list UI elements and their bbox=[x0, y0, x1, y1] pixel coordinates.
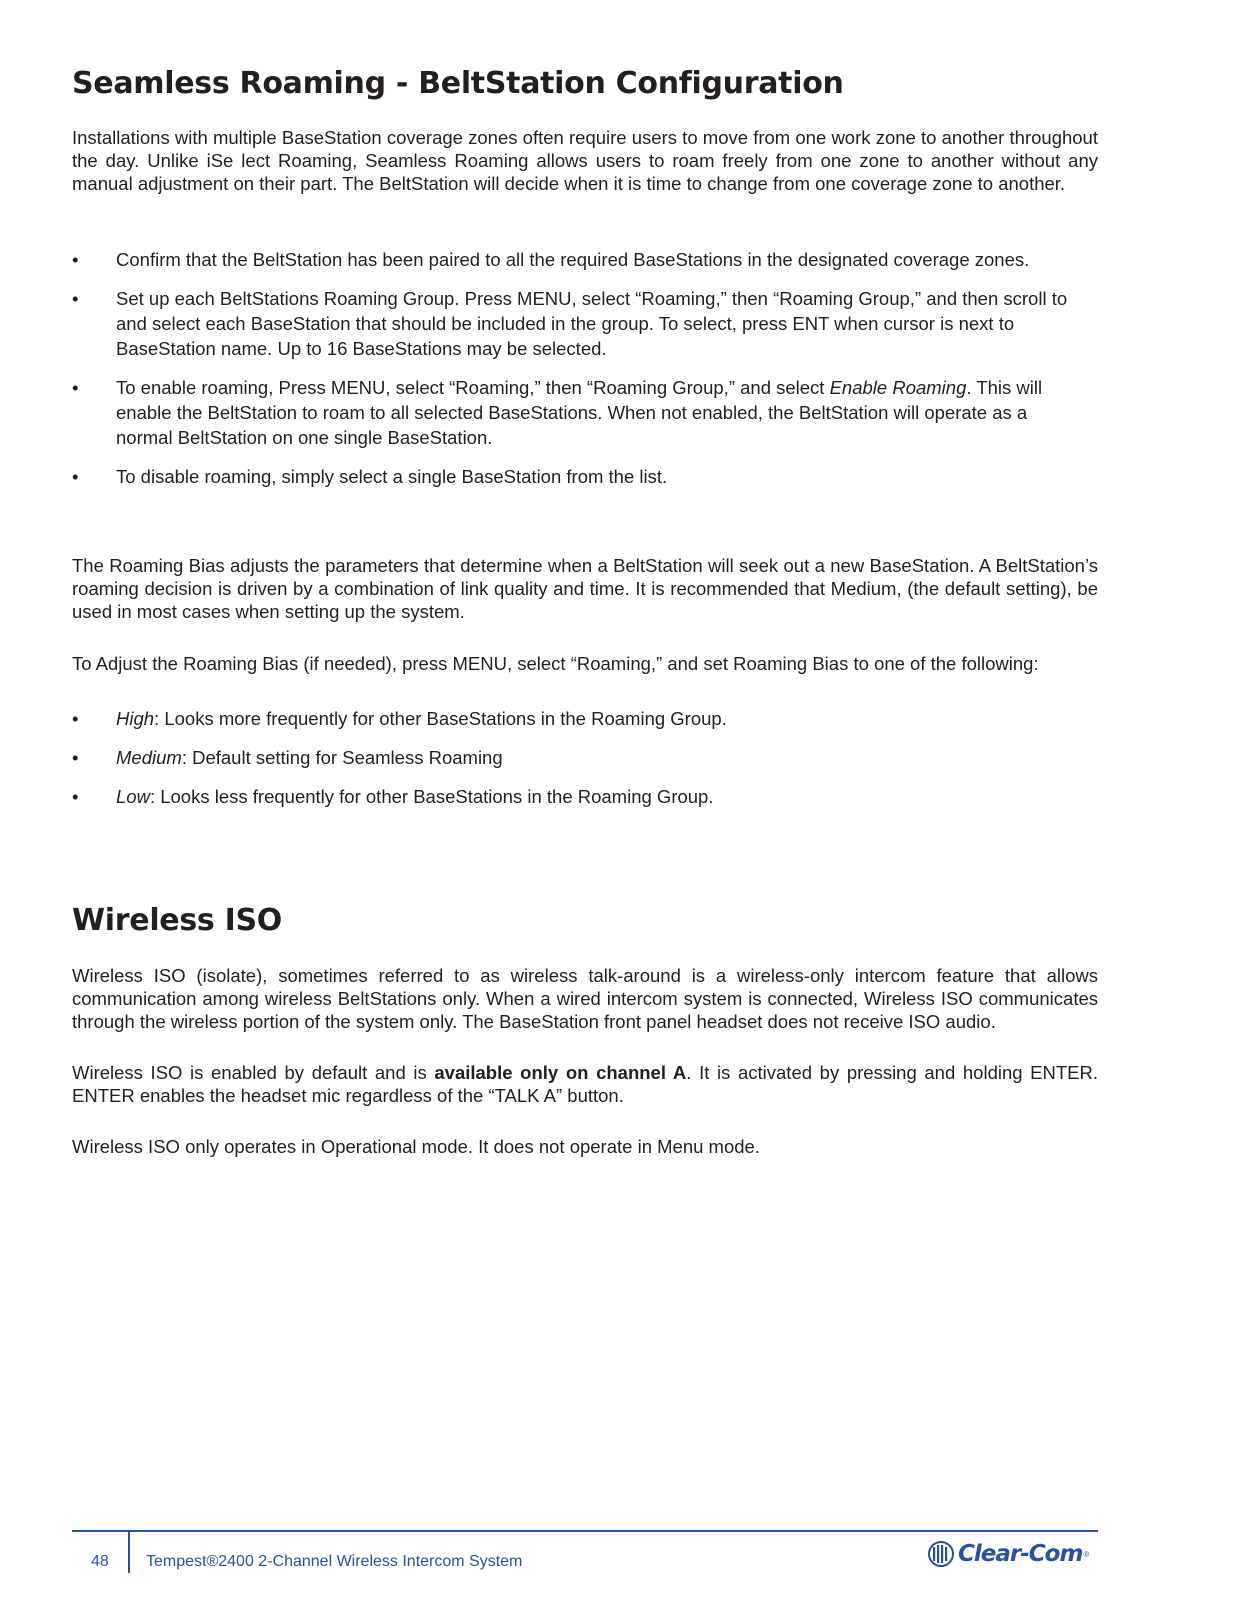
adjust-bias-paragraph: To Adjust the Roaming Bias (if needed), press MENU, select “Roaming,” and set Roaming Bias to one of the following: bbox=[72, 653, 1039, 674]
wireless-iso-paragraph: Wireless ISO (isolate), sometimes referred to as wireless talk-around is a wireless-only intercom feature that allows communication among wireless BeltStations only. When a wired intercom system is connected, Wireless ISO communicates through the wireless portion of the system only. The BaseStation front panel headset does not receive ISO audio. bbox=[72, 965, 1098, 1032]
clear-com-logo bbox=[928, 1541, 1089, 1567]
wireless-iso-channel-paragraph: Wireless ISO is enabled by default and is available only on channel A. It is activated by pressing and holding ENTER. ENTER enables the headset mic regardless of the “TALK A” button. bbox=[72, 1062, 1099, 1106]
list-item bbox=[72, 464, 1098, 489]
list-item: • High: Looks more frequently for other BaseStations in the Roaming Group. bbox=[72, 708, 727, 729]
section-title-wireless-iso: Wireless ISO bbox=[72, 903, 282, 938]
footer-divider bbox=[128, 1530, 130, 1573]
bias-term-high: High bbox=[116, 708, 155, 729]
bullet-icon: • bbox=[72, 466, 79, 487]
bullet-icon: • bbox=[72, 377, 79, 398]
bullet-icon: • bbox=[72, 288, 79, 309]
list-item bbox=[72, 286, 1098, 361]
roaming-bias-paragraph: The Roaming Bias adjusts the parameters that determine when a BeltStation will seek out a new BaseStation. A BeltStation’s roaming decision is driven by a combination of link quality and time. It is recommended that Medium, (the default setting), be used in most cases when setting up the system. bbox=[72, 555, 1098, 622]
bullet-icon: • bbox=[72, 249, 79, 270]
bullet-icon: • bbox=[72, 786, 79, 807]
section-title-seamless-roaming: Seamless Roaming - BeltStation Configuration bbox=[72, 66, 844, 101]
bias-term-medium: Medium bbox=[116, 747, 182, 768]
intro-paragraph: Installations with multiple BaseStation coverage zones often require users to move from one work zone to another throughout the day. Unlike iSe lect Roaming, Seamless Roaming allows users to roam freely from one zone to another without any manual adjustment on their part. The BeltStation will decide when it is time to change from one coverage zone to another. bbox=[72, 127, 1098, 194]
clear-com-logo-text: Clear-Com bbox=[958, 1541, 1083, 1567]
list-item bbox=[72, 375, 1098, 450]
enable-roaming-term: Enable Roaming bbox=[829, 377, 967, 398]
list-item-text: To disable roaming, simply select a single BaseStation from the list. bbox=[116, 466, 668, 487]
clear-com-logo-icon bbox=[928, 1541, 954, 1567]
list-item: • Medium: Default setting for Seamless Roaming bbox=[72, 747, 503, 768]
footer-rule bbox=[72, 1530, 1098, 1532]
list-item bbox=[72, 247, 1098, 272]
registered-mark: ® bbox=[1083, 1549, 1090, 1559]
channel-a-note: available only on channel A bbox=[434, 1062, 687, 1083]
list-item-text: Set up each BeltStations Roaming Group. Press MENU, select “Roaming,” then “Roaming Group,” and then scroll to and select each BaseStation that should be included in the group. To select, press ENT when cursor is next to BaseStation name. Up to 16 BaseStations may be selected. bbox=[116, 288, 1068, 359]
list-item-text: To enable roaming, Press MENU, select “Roaming,” then “Roaming Group,” and select Enable Roaming. This will enable the BeltStation to roam to all selected BaseStations. When not enabled, the BeltStation will operate as a normal BeltStation on one single BaseStation. bbox=[116, 377, 1043, 448]
list-item: • Low: Looks less frequently for other BaseStations in the Roaming Group. bbox=[72, 786, 714, 807]
bullet-icon: • bbox=[72, 708, 79, 729]
page-number: 48 bbox=[91, 1553, 109, 1570]
wireless-iso-mode-paragraph: Wireless ISO only operates in Operational mode. It does not operate in Menu mode. bbox=[72, 1136, 760, 1157]
bias-term-low: Low bbox=[116, 786, 150, 807]
footer-title: Tempest®2400 2-Channel Wireless Intercom System bbox=[146, 1553, 523, 1570]
bullet-icon: • bbox=[72, 747, 79, 768]
list-item-text: Confirm that the BeltStation has been paired to all the required BaseStations in the designated coverage zones. bbox=[116, 249, 1030, 270]
